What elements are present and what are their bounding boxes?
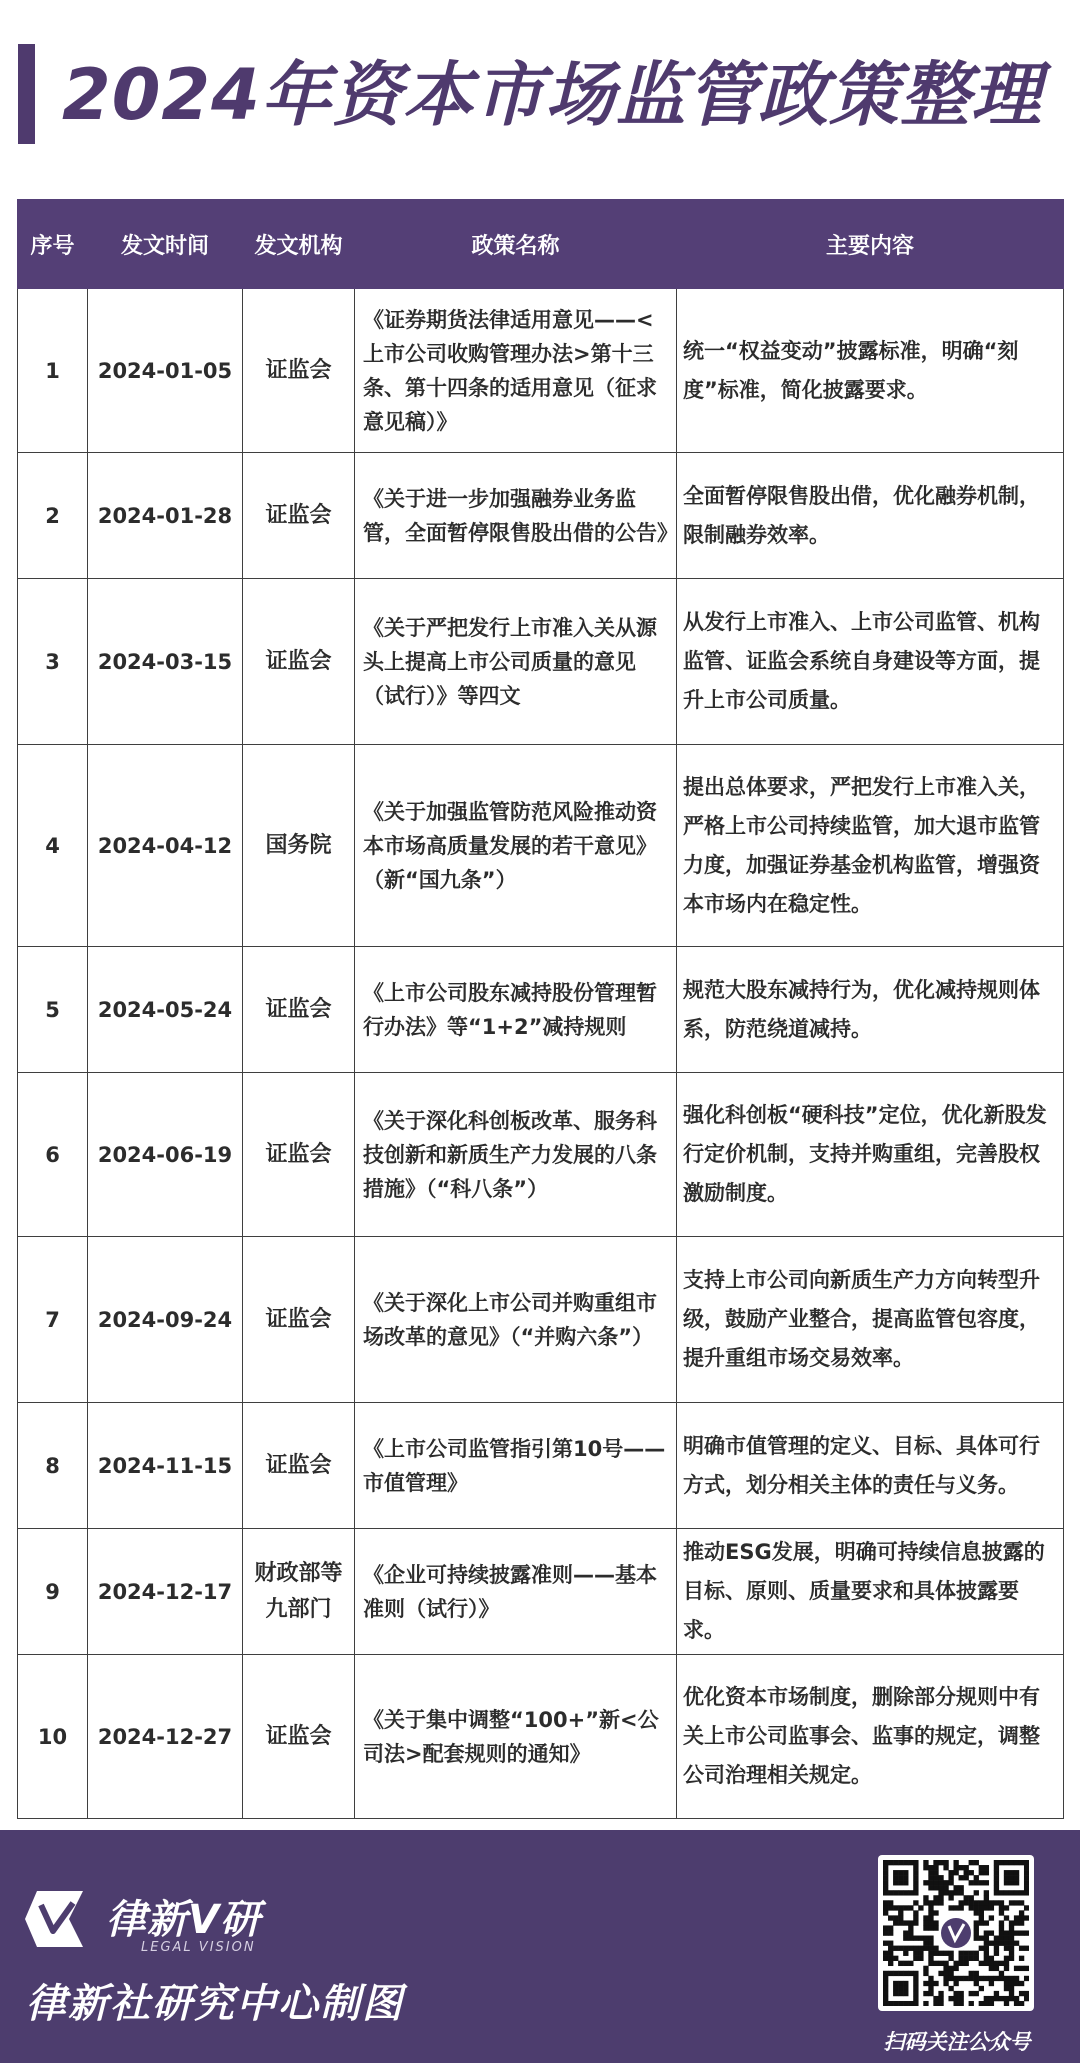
row-main-content: 优化资本市场制度，删除部分规则中有关上市公司监事会、监事的规定，调整公司治理相关规定。 [677, 1655, 1064, 1819]
row-date: 2024-01-05 [88, 289, 243, 453]
table-row [18, 453, 1064, 579]
table-row [18, 1403, 1064, 1529]
row-number: 7 [18, 1237, 88, 1403]
row-date: 2024-12-27 [88, 1655, 243, 1819]
row-policy-name: 《企业可持续披露准则——基本准则（试行）》 [355, 1529, 677, 1655]
legal-vision-logo-icon [23, 1889, 89, 1949]
table-row [18, 1237, 1064, 1403]
row-number: 1 [18, 289, 88, 453]
page-title: 2024年资本市场监管政策整理 [62, 54, 1042, 136]
row-date: 2024-03-15 [88, 579, 243, 745]
row-policy-name: 《关于进一步加强融券业务监管，全面暂停限售股出借的公告》 [355, 453, 677, 579]
table-row [18, 579, 1064, 745]
row-org: 证监会 [243, 289, 355, 453]
row-org: 证监会 [243, 579, 355, 745]
policy-table [17, 199, 1064, 1819]
header-date: 发文时间 [88, 200, 243, 289]
header-no: 序号 [18, 200, 88, 289]
row-main-content: 明确市值管理的定义、目标、具体可行方式，划分相关主体的责任与义务。 [677, 1403, 1064, 1529]
chart-maker-credit: 律新社研究中心制图 [26, 1981, 404, 2027]
row-main-content: 提出总体要求，严把发行上市准入关，严格上市公司持续监管，加大退市监管力度，加强证券基金机构监管，增强资本市场内在稳定性。 [677, 745, 1064, 947]
row-main-content: 支持上市公司向新质生产力方向转型升级，鼓励产业整合，提高监管包容度，提升重组市场交易效率。 [677, 1237, 1064, 1403]
row-number: 2 [18, 453, 88, 579]
title-block [18, 44, 1058, 144]
table-row [18, 1529, 1064, 1655]
footer-banner [0, 1830, 1080, 2063]
row-date: 2024-06-19 [88, 1073, 243, 1237]
row-date: 2024-01-28 [88, 453, 243, 579]
table-row [18, 289, 1064, 453]
row-date: 2024-05-24 [88, 947, 243, 1073]
row-date: 2024-09-24 [88, 1237, 243, 1403]
row-number: 5 [18, 947, 88, 1073]
row-policy-name: 《证券期货法律适用意见——<上市公司收购管理办法>第十三条、第十四条的适用意见（征求意见稿）》 [355, 289, 677, 453]
row-org: 证监会 [243, 1073, 355, 1237]
row-main-content: 从发行上市准入、上市公司监管、机构监管、证监会系统自身建设等方面，提升上市公司质量。 [677, 579, 1064, 745]
row-number: 3 [18, 579, 88, 745]
qr-code-icon [883, 1860, 1029, 2006]
row-org: 财政部等九部门 [243, 1529, 355, 1655]
row-number: 9 [18, 1529, 88, 1655]
row-date: 2024-04-12 [88, 745, 243, 947]
row-policy-name: 《关于集中调整“100+”新<公司法>配套规则的通知》 [355, 1655, 677, 1819]
header-main-content: 主要内容 [677, 200, 1064, 289]
row-org: 国务院 [243, 745, 355, 947]
scan-follow-caption: 扫码关注公众号 [883, 2030, 1031, 2054]
header-policy-name: 政策名称 [355, 200, 677, 289]
qr-code[interactable] [878, 1855, 1034, 2011]
header-org: 发文机构 [243, 200, 355, 289]
row-policy-name: 《关于深化科创板改革、服务科技创新和新质生产力发展的八条措施》（“科八条”） [355, 1073, 677, 1237]
row-policy-name: 《上市公司股东减持股份管理暂行办法》等“1+2”减持规则 [355, 947, 677, 1073]
table-row [18, 745, 1064, 947]
row-number: 10 [18, 1655, 88, 1819]
row-org: 证监会 [243, 947, 355, 1073]
row-org: 证监会 [243, 1655, 355, 1819]
row-number: 8 [18, 1403, 88, 1529]
row-org: 证监会 [243, 1237, 355, 1403]
row-number: 6 [18, 1073, 88, 1237]
row-number: 4 [18, 745, 88, 947]
row-main-content: 全面暂停限售股出借，优化融券机制，限制融券效率。 [677, 453, 1064, 579]
table-header-row [18, 200, 1064, 289]
title-accent-bar [18, 44, 35, 144]
logo-brand-name: 律新V研 [106, 1897, 261, 1943]
row-main-content: 规范大股东减持行为，优化减持规则体系，防范绕道减持。 [677, 947, 1064, 1073]
table-row [18, 1073, 1064, 1237]
row-date: 2024-12-17 [88, 1529, 243, 1655]
row-org: 证监会 [243, 453, 355, 579]
logo-brand-english: LEGAL VISION [141, 1940, 256, 1955]
row-main-content: 统一“权益变动”披露标准，明确“刻度”标准，简化披露要求。 [677, 289, 1064, 453]
table-body [18, 289, 1064, 1819]
row-policy-name: 《关于严把发行上市准入关从源头上提高上市公司质量的意见（试行）》等四文 [355, 579, 677, 745]
row-date: 2024-11-15 [88, 1403, 243, 1529]
row-main-content: 推动ESG发展，明确可持续信息披露的目标、原则、质量要求和具体披露要求。 [677, 1529, 1064, 1655]
row-policy-name: 《关于深化上市公司并购重组市场改革的意见》（“并购六条”） [355, 1237, 677, 1403]
table-row [18, 947, 1064, 1073]
row-main-content: 强化科创板“硬科技”定位，优化新股发行定价机制，支持并购重组，完善股权激励制度。 [677, 1073, 1064, 1237]
row-org: 证监会 [243, 1403, 355, 1529]
row-policy-name: 《关于加强监管防范风险推动资本市场高质量发展的若干意见》（新“国九条”） [355, 745, 677, 947]
row-policy-name: 《上市公司监管指引第10号——市值管理》 [355, 1403, 677, 1529]
table-row [18, 1655, 1064, 1819]
